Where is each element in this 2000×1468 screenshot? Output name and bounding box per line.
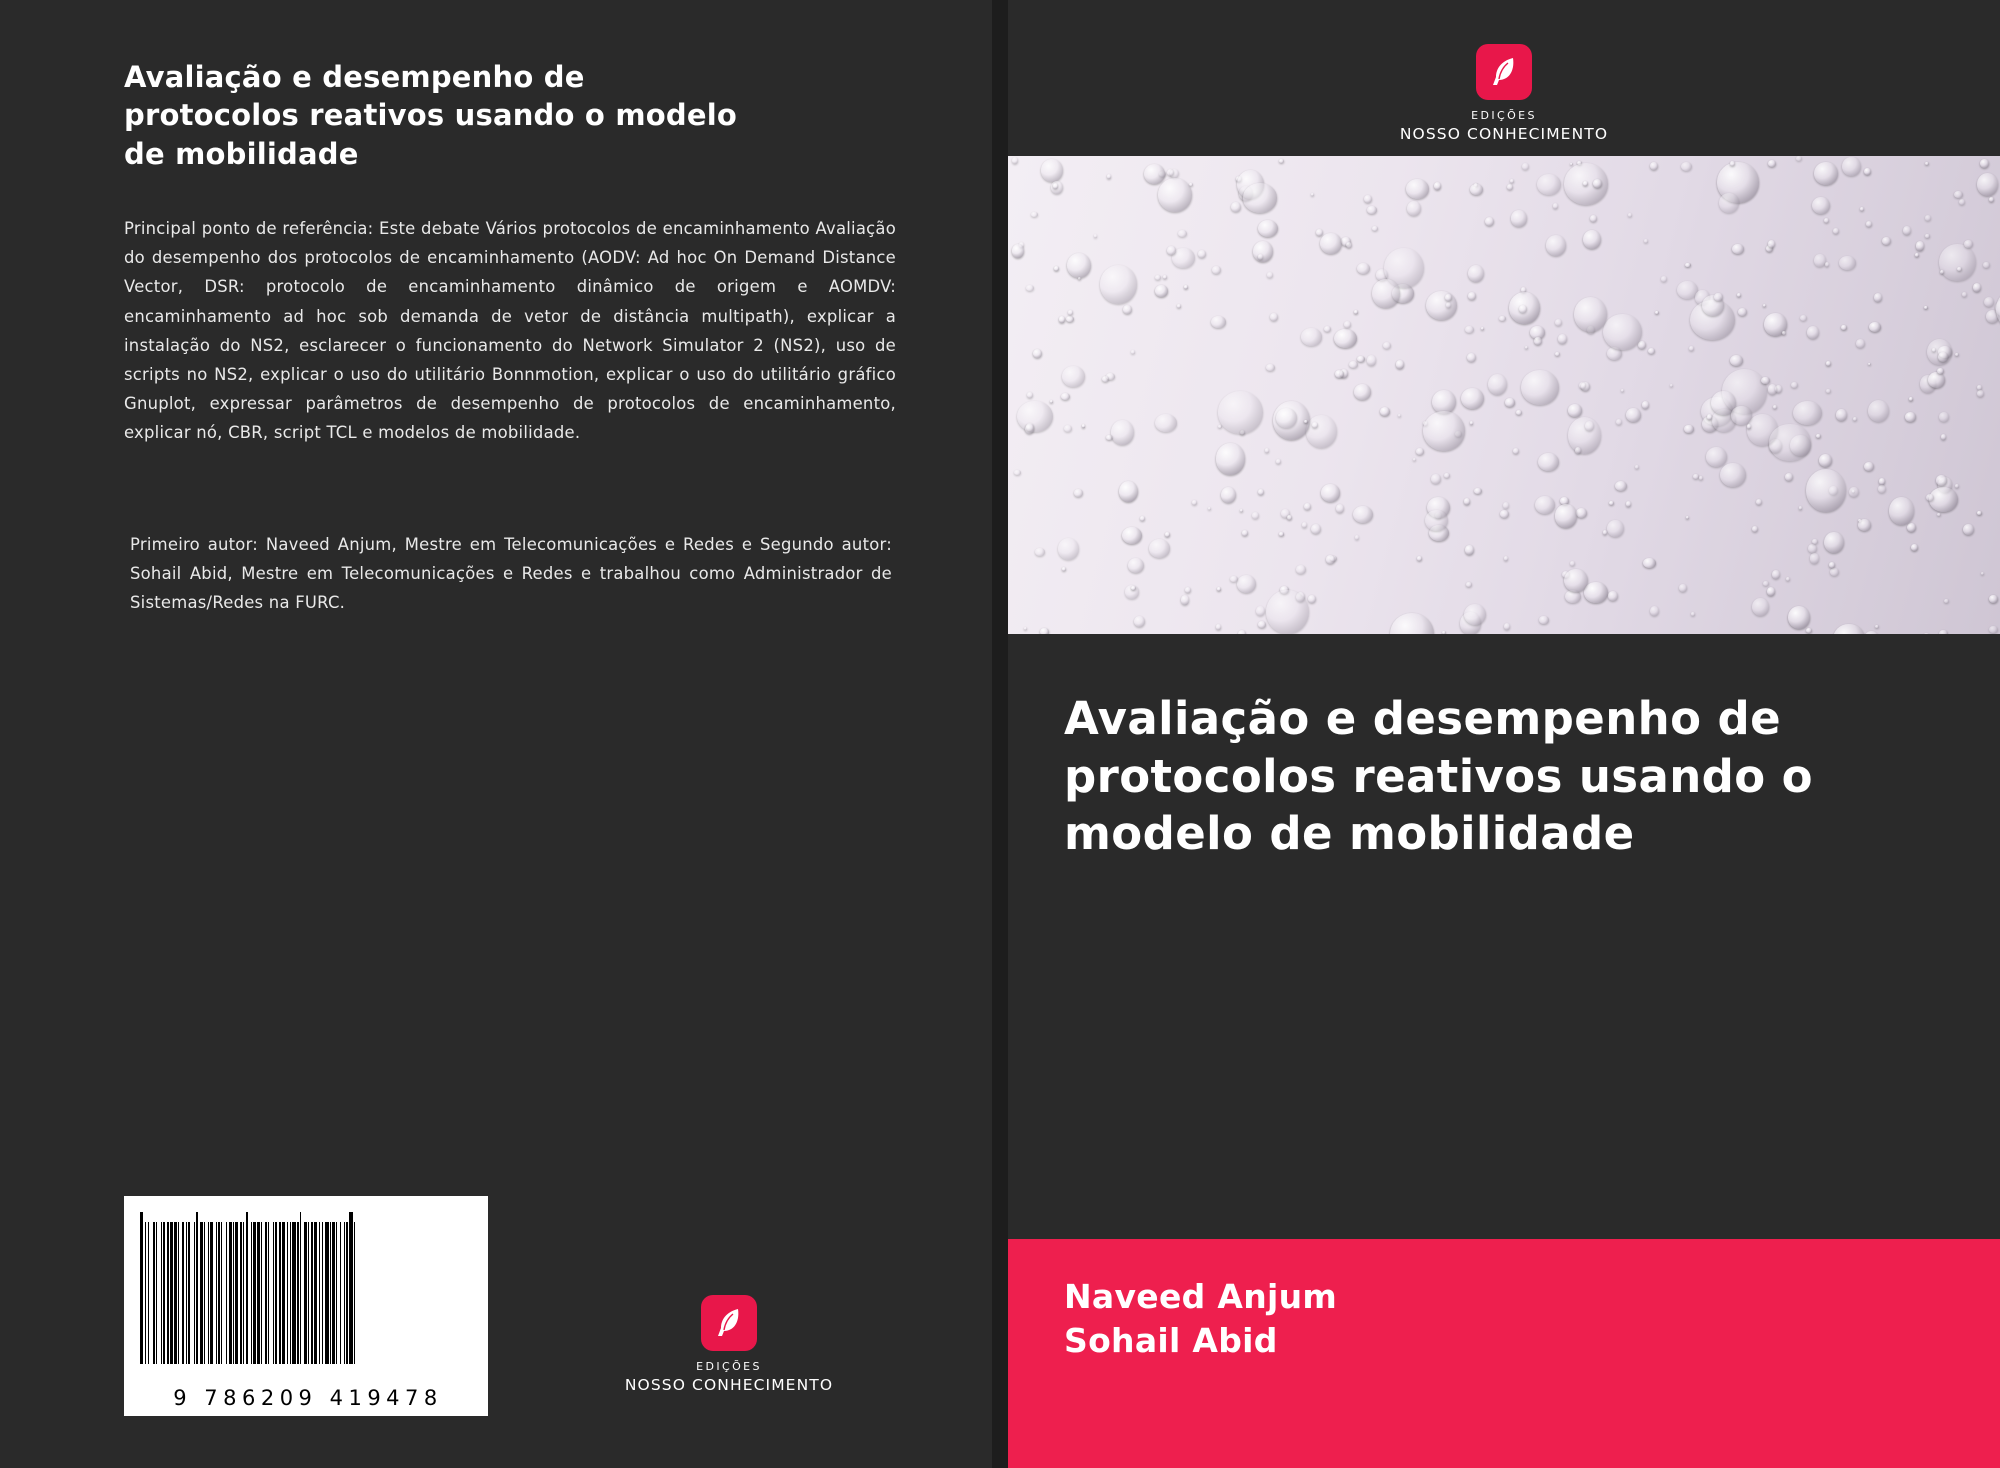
back-cover-title: Avaliação e desempenho de protocolos reativos usando o modelo de mobilidade (124, 60, 737, 171)
publisher-name-line1: EDIÇÕES (1471, 109, 1537, 122)
author-name-1: Naveed Anjum (1064, 1277, 1338, 1316)
feather-quill-icon (1476, 44, 1532, 100)
back-cover-author-bio: Primeiro autor: Naveed Anjum, Mestre em Telecomunicações e Redes e Segundo autor: Sohail Abid, Mestre em Telecomunicações e Redes e trabalhou como Administrador de Sistemas/Redes na FURC. (130, 535, 892, 613)
front-cover-title: Avaliação e desempenho de protocolos reativos usando o modelo de mobilidade (1064, 692, 1813, 861)
feather-quill-icon (701, 1295, 757, 1351)
author-name-2: Sohail Abid (1064, 1320, 1278, 1360)
front-cover (1008, 0, 2000, 1468)
cover-photo-background (1008, 156, 2000, 634)
cover-photo (1008, 156, 2000, 634)
barcode-bars (140, 1212, 472, 1364)
back-cover (0, 0, 992, 1468)
author-band (1008, 1239, 2000, 1468)
publisher-name-line2: NOSSO CONHECIMENTO (1399, 125, 1609, 143)
publisher-logo-back (624, 1295, 834, 1394)
back-cover-description: Principal ponto de referência: Este debate Vários protocolos de encaminhamento Avaliação do desempenho dos protocolos de encaminhamento (AODV: Ad hoc On Demand Distance Vector, DSR: protocolo de encaminhamento dinâmico de origem e AOMDV: encaminhamento ad hoc sob demanda de vetor de distância multipath), explicar a instalação do NS2, esclarecer o funcionamento do Network Simulator 2 (NS2), uso de scripts no NS2, explicar o uso do utilitário Bonnmotion, explicar o uso do utilitário gráfico Gnuplot, expressar parâmetros de desempenho de protocolos de encaminhamento, explicar nó, CBR, script TCL e modelos de mobilidade. (124, 219, 896, 443)
barcode (124, 1196, 488, 1416)
barcode-digits: 9 786209 419478 (173, 1386, 443, 1410)
publisher-name-line2: NOSSO CONHECIMENTO (624, 1376, 834, 1394)
book-spine (992, 0, 1008, 1468)
front-cover-authors (1064, 1275, 1337, 1363)
publisher-name-line1: EDIÇÕES (696, 1360, 762, 1373)
publisher-logo-front (1008, 44, 2000, 143)
